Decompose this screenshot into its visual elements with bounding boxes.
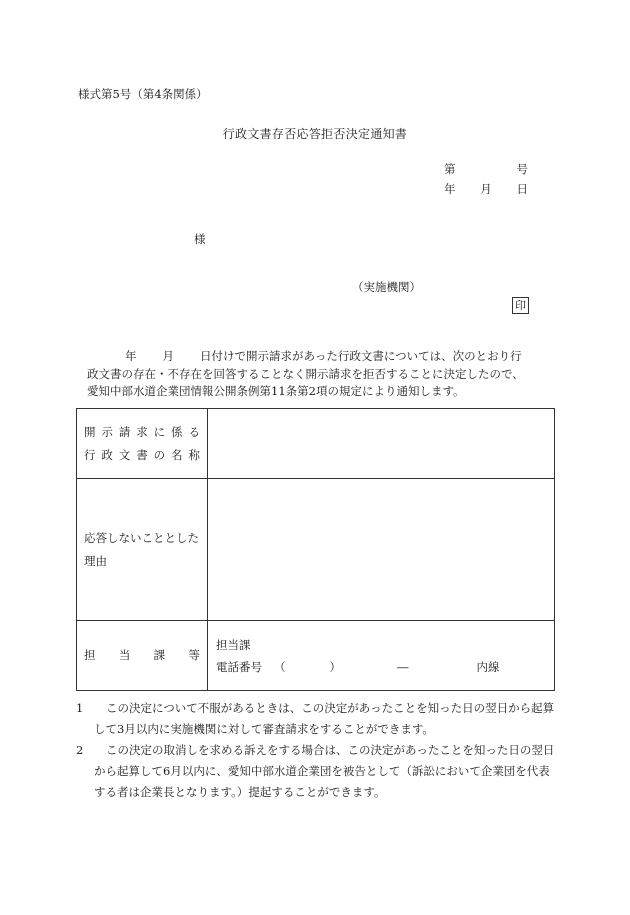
issuing-agency: （実施機関） [352,280,421,294]
phone-open-paren: （ [274,659,286,674]
note-text: この決定の取消しを求める訴えをする場合は、この決定があったことを知った日の翌日から起算して6月以内に、愛知中部水道企業団を被告として（訴訟において企業団を代表する者は企業長となります。）提起することができます。 [94,743,555,799]
label-char: 文 [118,447,131,462]
phone-close-paren: ） [329,659,341,674]
table-row-contact [77,621,555,691]
body-year: 年 [125,349,137,363]
label-char: の [153,447,166,462]
phone-dash: ― [397,659,409,674]
reason-field[interactable] [208,479,555,621]
label-char: 政 [101,447,113,462]
contact-dept-label: 担当課 [216,637,251,652]
phone-label: 電話番号 [216,659,262,674]
label-char: 称 [188,447,200,462]
label-char: 等 [188,648,200,662]
date-line [444,181,528,197]
number-prefix: 第 [444,162,456,176]
label-char: 係 [171,424,183,439]
label-char: 課 [153,648,166,662]
note-item [76,740,556,803]
note-number: 1 [76,701,84,715]
reason-label: 応答しないこととした 理由 [77,479,208,621]
label-char: 開 [84,424,96,439]
document-name-field[interactable] [208,409,555,479]
label-char: 担 [84,648,96,662]
date-year: 年 [444,182,456,196]
notes-list [76,698,556,803]
label-char: 請 [118,424,131,439]
document-title: 行政文書存否応答拒否決定通知書 [222,127,408,141]
date-month: 月 [480,182,492,196]
note-item [76,698,556,740]
extension-label: 内線 [476,659,500,674]
body-month: 月 [162,349,174,363]
body-text: 日付けで開示請求があった行政文書については、次のとおり行政文書の存在・不存在を回答することなく開示請求を拒否することに決定したので、愛知中部水道企業団情報公開条例第11条第2項の規定により通知します。 [87,349,524,398]
label-char: に [153,424,166,439]
seal-mark: 印 [512,297,529,314]
label-char: る [188,424,200,439]
label-char: 書 [136,447,148,462]
number-suffix: 号 [516,162,528,176]
note-text: この決定について不服があるときは、この決定があったことを知った日の翌日から起算して3月以内に実施機関に対して審査請求をすることができます。 [94,701,555,736]
notice-table [76,408,555,691]
document-number-line [444,161,528,177]
date-day: 日 [516,182,528,196]
label-char: 求 [136,424,148,439]
document-name-label [77,409,208,479]
form-number: 様式第5号（第4条関係） [78,87,208,101]
label-char: 示 [101,424,113,439]
phone-row [216,656,554,678]
notice-body [87,348,532,401]
label-char: 当 [118,648,131,662]
label-char: 行 [84,447,96,462]
addressee-suffix: 様 [194,232,206,246]
note-number: 2 [76,743,84,757]
label-char: 名 [171,447,183,462]
contact-field[interactable] [208,621,555,691]
contact-label [77,621,208,691]
table-row-reason [77,479,555,621]
table-row-document-name [77,409,555,479]
